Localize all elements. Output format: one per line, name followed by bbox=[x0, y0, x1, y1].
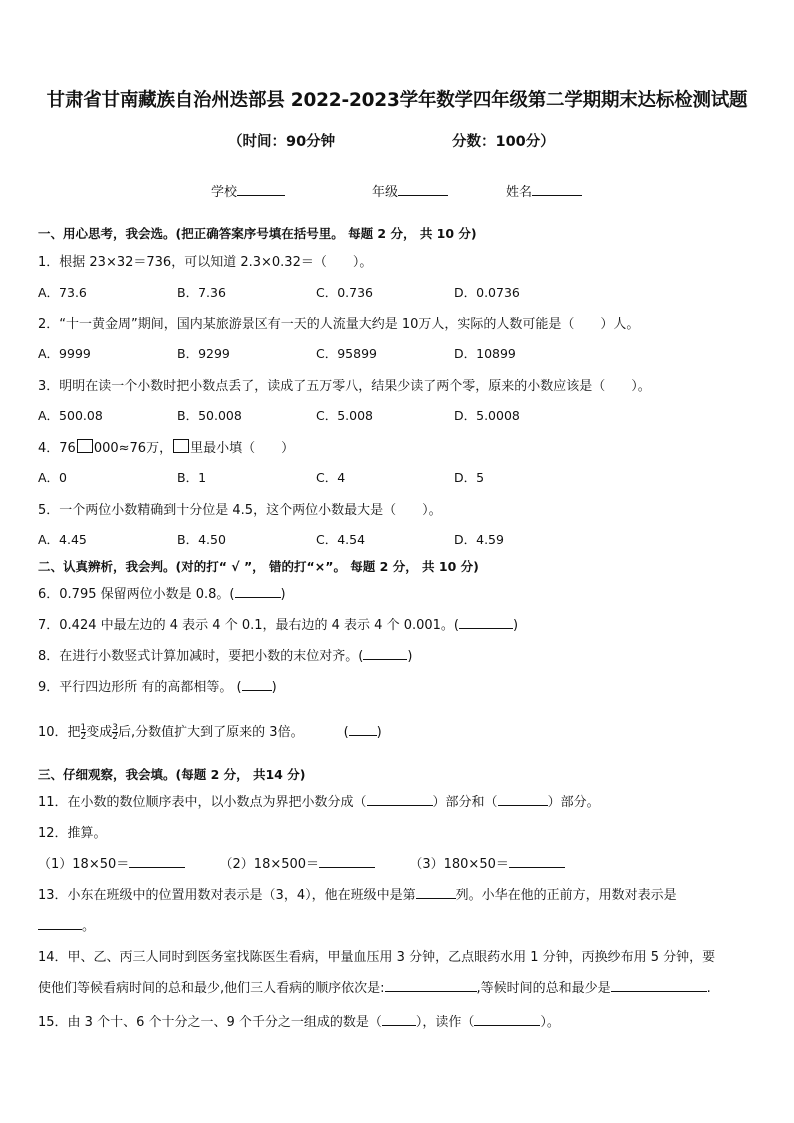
question-7: 7．0.424 中最左边的 4 表示 4 个 0.1，最右边的 4 表示 4 个 0.001。( ) bbox=[38, 618, 519, 633]
question-12: 12．推算。 bbox=[38, 826, 107, 841]
section-2-heading: 二、认真辨析，我会判。(对的打“ √ ”， 错的打“×”。 每题 2 分， 共 10 分) bbox=[38, 559, 479, 574]
answer-blank[interactable] bbox=[611, 979, 707, 992]
question-2: 2．“十一黄金周”期间，国内某旅游景区有一天的人流量大约是 10万人，实际的人数可能是（ ）人。 bbox=[38, 317, 640, 332]
q3-option-c[interactable]: C．5.008 bbox=[316, 408, 374, 423]
fraction: $\frac{3}{2}$ bbox=[112, 723, 119, 742]
answer-blank[interactable] bbox=[349, 723, 377, 736]
exam-score: 分数：100分） bbox=[452, 134, 555, 150]
answer-blank[interactable] bbox=[367, 793, 433, 806]
digit-box[interactable] bbox=[77, 439, 93, 453]
section-1-heading: 一、用心思考，我会选。(把正确答案序号填在括号里。 每题 2 分， 共 10 分) bbox=[38, 226, 477, 241]
q3-option-d[interactable]: D．5.0008 bbox=[454, 408, 520, 423]
q1-option-d[interactable]: D．0.0736 bbox=[454, 285, 520, 300]
q5-option-b[interactable]: B．4.50 bbox=[177, 532, 226, 547]
q2-option-c[interactable]: C．95899 bbox=[316, 346, 377, 361]
question-10: 10．把 $\frac{1}{2}$ 变成 $\frac{3}{2}$ 后,分数值扩大到了原来的 3倍。 ( ) bbox=[38, 723, 382, 742]
q3-option-a[interactable]: A．500.08 bbox=[38, 408, 103, 423]
question-15: 15．由 3 个十、6 个十分之一、9 个千分之一组成的数是（ ），读作（ ）。 bbox=[38, 1015, 560, 1030]
exam-meta bbox=[0, 130, 794, 150]
question-11: 11．在小数的数位顺序表中，以小数点为界把小数分成（ ）部分和（ ）部分。 bbox=[38, 795, 600, 810]
q2-option-a[interactable]: A．9999 bbox=[38, 346, 91, 361]
answer-blank[interactable] bbox=[38, 917, 82, 930]
answer-blank[interactable] bbox=[416, 886, 456, 899]
answer-blank[interactable] bbox=[242, 678, 272, 691]
name-field[interactable]: 姓名 bbox=[506, 181, 582, 200]
q4-option-d[interactable]: D．5 bbox=[454, 470, 485, 485]
q5-option-a[interactable]: A．4.45 bbox=[38, 532, 87, 547]
q2-option-d[interactable]: D．10899 bbox=[454, 346, 516, 361]
question-14: 14．甲、乙、丙三人同时到医务室找陈医生看病，甲量血压用 3 分钟，乙点眼药水用 1 分钟，丙换纱布用 5 分钟，要 bbox=[38, 950, 716, 965]
answer-blank[interactable] bbox=[474, 1013, 540, 1026]
q4-option-a[interactable]: A．0 bbox=[38, 470, 68, 485]
page-title: 甘肃省甘南藏族自治州迭部县 2022-2023学年数学四年级第二学期期末达标检测试题 bbox=[46, 90, 748, 111]
question-5: 5．一个两位小数精确到十分位是 4.5，这个两位小数最大是（ ）。 bbox=[38, 503, 442, 518]
question-13: 13．小东在班级中的位置用数对表示是（3，4），他在班级中是第 列。小华在他的正前方，用数对表示是 bbox=[38, 888, 677, 903]
question-6: 6．0.795 保留两位小数是 0.8。( ) bbox=[38, 587, 286, 602]
q5-option-d[interactable]: D．4.59 bbox=[454, 532, 504, 547]
exam-time: （时间：90分钟 bbox=[228, 134, 336, 150]
question-14-cont: 使他们等候看病时间的总和最少,他们三人看病的顺序依次是: ,等候时间的总和最少是 . bbox=[38, 981, 711, 996]
answer-blank[interactable] bbox=[235, 585, 281, 598]
question-1: 1．根据 23×32＝736，可以知道 2.3×0.32＝（ ）。 bbox=[38, 255, 373, 270]
answer-blank[interactable] bbox=[509, 855, 565, 868]
digit-box bbox=[173, 439, 189, 453]
q4-option-c[interactable]: C．4 bbox=[316, 470, 346, 485]
q2-option-b[interactable]: B．9299 bbox=[177, 346, 230, 361]
section-3-heading: 三、仔细观察，我会填。(每题 2 分， 共14 分) bbox=[38, 767, 306, 782]
answer-blank[interactable] bbox=[382, 1013, 416, 1026]
answer-blank[interactable] bbox=[498, 793, 548, 806]
answer-blank[interactable] bbox=[319, 855, 375, 868]
answer-blank[interactable] bbox=[459, 616, 513, 629]
question-9: 9．平行四边形所 有的高都相等。 ( ) bbox=[38, 680, 277, 695]
q4-option-b[interactable]: B．1 bbox=[177, 470, 207, 485]
q1-option-a[interactable]: A．73.6 bbox=[38, 285, 87, 300]
answer-blank[interactable] bbox=[363, 647, 407, 660]
question-8: 8．在进行小数竖式计算加减时，要把小数的末位对齐。( ) bbox=[38, 649, 413, 664]
answer-blank[interactable] bbox=[385, 979, 477, 992]
q1-option-b[interactable]: B．7.36 bbox=[177, 285, 226, 300]
q5-option-c[interactable]: C．4.54 bbox=[316, 532, 366, 547]
q3-option-b[interactable]: B．50.008 bbox=[177, 408, 242, 423]
grade-field[interactable]: 年级 bbox=[372, 181, 448, 200]
question-13-cont: 。 bbox=[38, 915, 95, 934]
question-4: 4．76 000≈76万， 里最小填（ ） bbox=[38, 441, 295, 456]
school-field[interactable]: 学校 bbox=[211, 181, 285, 200]
question-12-parts: （1）18×50＝ （2）18×500＝ （3）180×50＝ bbox=[38, 853, 565, 872]
fraction: $\frac{1}{2}$ bbox=[80, 723, 87, 742]
answer-blank[interactable] bbox=[129, 855, 185, 868]
question-3: 3．明明在读一个小数时把小数点丢了，读成了五万零八，结果少读了两个零，原来的小数应该是（ ）。 bbox=[38, 379, 651, 394]
q1-option-c[interactable]: C．0.736 bbox=[316, 285, 374, 300]
